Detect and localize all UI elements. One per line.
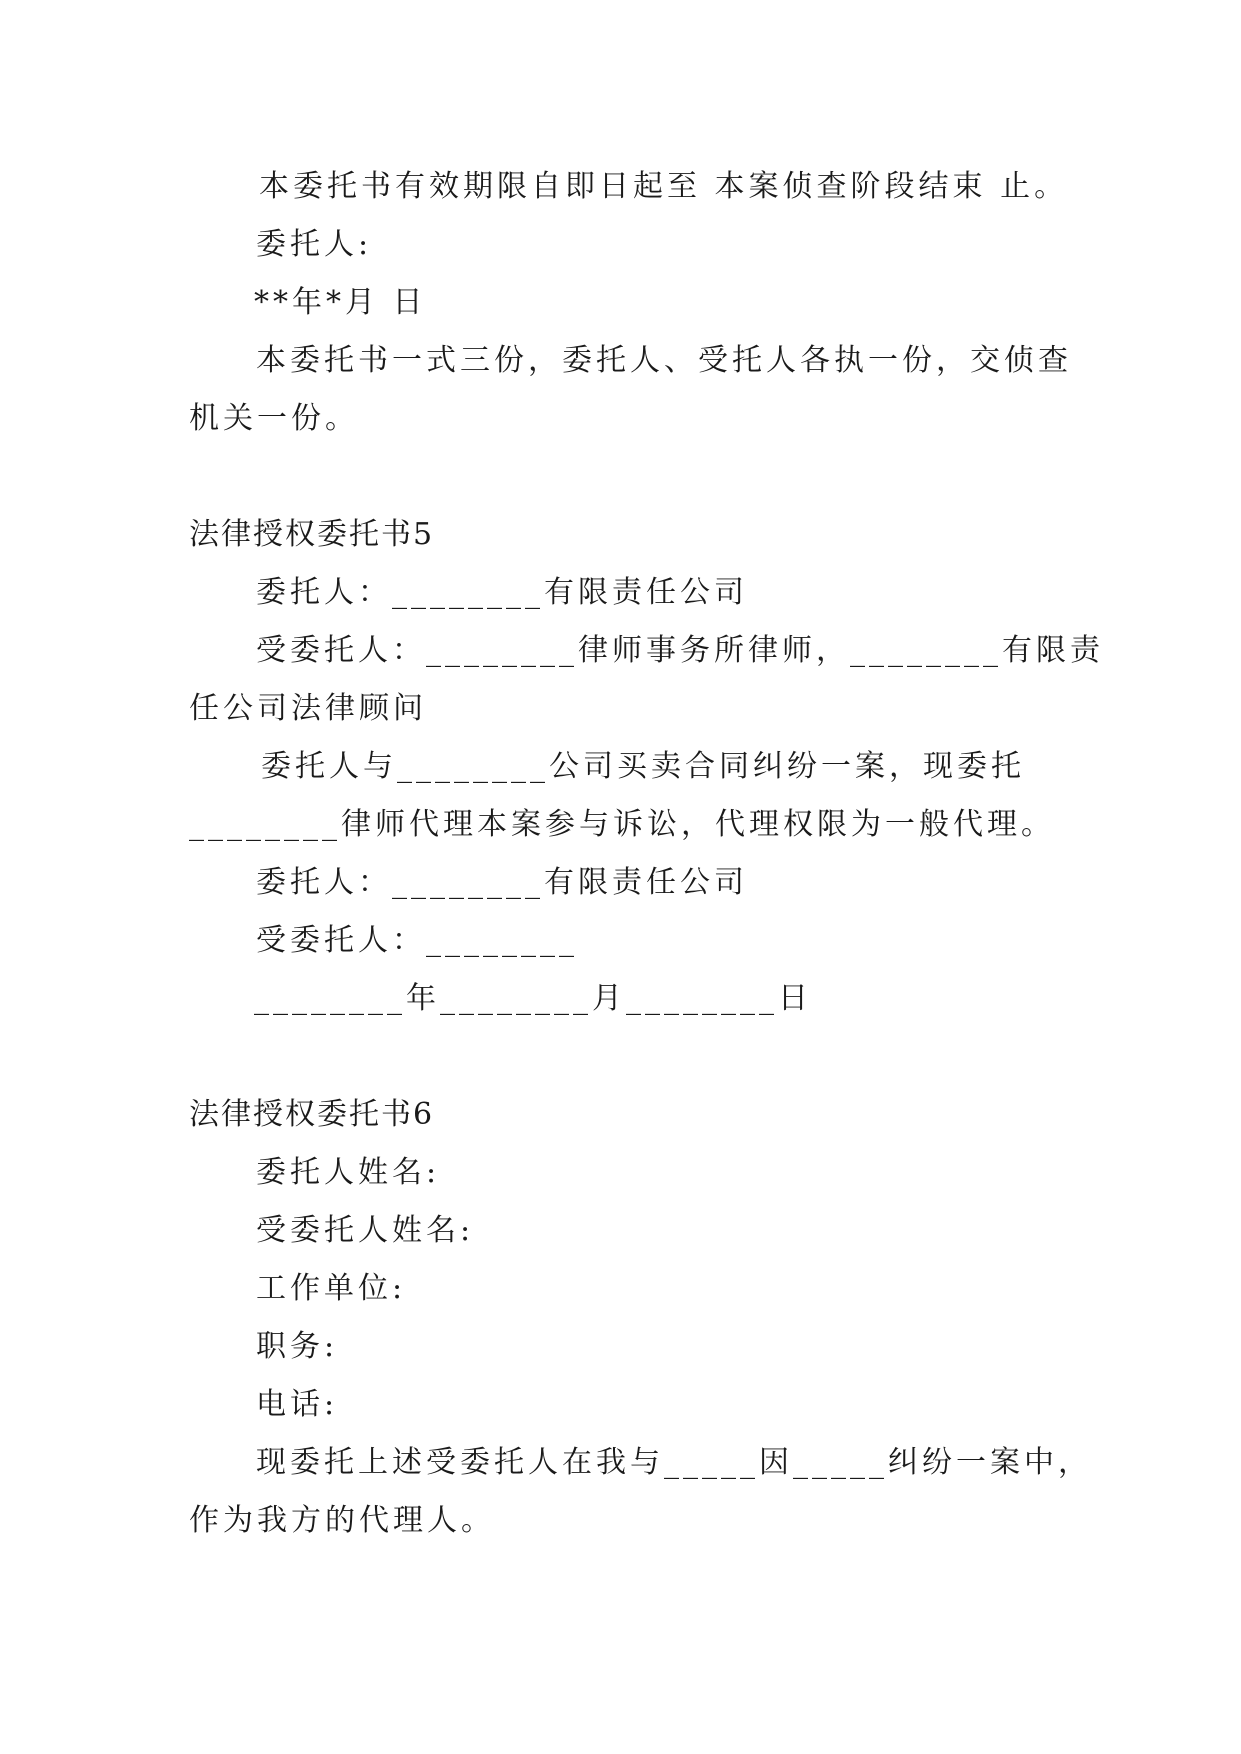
agent-line-2: 任公司法律顾问 xyxy=(189,691,427,726)
section-heading-6: 法律授权委托书6 xyxy=(189,1097,435,1132)
entrust-statement-line-2: 作为我方的代理人。 xyxy=(189,1503,495,1538)
section-heading-5: 法律授权委托书5 xyxy=(189,517,435,552)
principal-company-line: 委托人：________有限责任公司 xyxy=(256,575,748,610)
date-line: **年*月 日 xyxy=(254,285,427,320)
principal-label: 委托人: xyxy=(256,227,373,262)
agent-name-label: 受委托人姓名: xyxy=(256,1213,475,1248)
entrust-paragraph-line-1: 委托人与________公司买卖合同纠纷一案，现委托 xyxy=(261,749,1025,784)
position-label: 职务: xyxy=(256,1329,339,1364)
principal-signature-line: 委托人：________有限责任公司 xyxy=(256,865,748,900)
copies-paragraph-line-2: 机关一份。 xyxy=(189,401,359,436)
entrust-paragraph-line-2: ________律师代理本案参与诉讼，代理权限为一般代理。 xyxy=(189,807,1055,842)
agent-signature-line: 受委托人：________ xyxy=(256,923,578,958)
agent-line-1: 受委托人：________律师事务所律师，________有限责 xyxy=(256,633,1104,668)
workplace-label: 工作单位: xyxy=(256,1271,407,1306)
principal-name-label: 委托人姓名: xyxy=(256,1155,441,1190)
entrust-statement-line-1: 现委托上述受委托人在我与_____因_____纠纷一案中， xyxy=(256,1445,1092,1480)
copies-paragraph-line-1: 本委托书一式三份，委托人、受托人各执一份，交侦查 xyxy=(256,343,1072,378)
phone-label: 电话: xyxy=(256,1387,339,1422)
signature-date-line: ________年________月________日 xyxy=(254,981,812,1016)
validity-paragraph: 本委托书有效期限自即日起至 本案侦查阶段结束 止。 xyxy=(259,169,1069,204)
